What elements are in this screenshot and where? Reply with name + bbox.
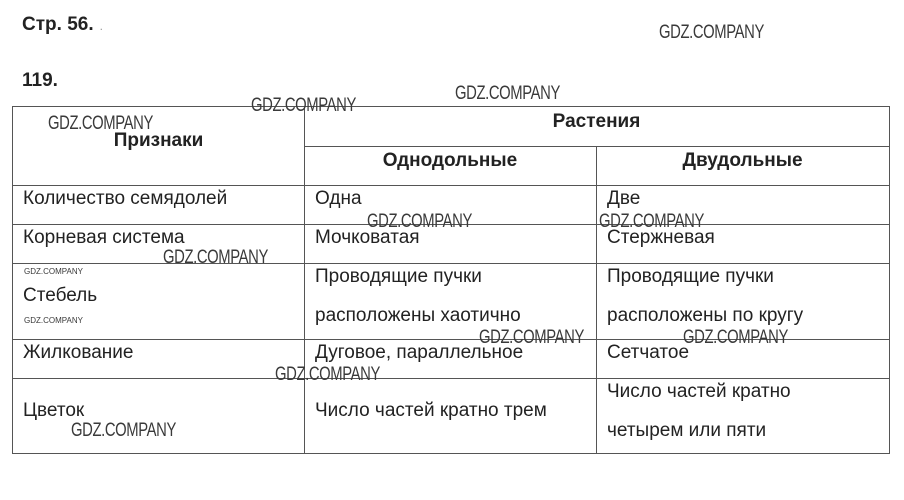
header-dicots: Двудольные: [682, 150, 803, 171]
watermark: GDZ.COMPANY: [659, 22, 764, 43]
watermark: GDZ.COMPANY: [24, 267, 83, 276]
row-dicot-value: расположены по кругу: [607, 305, 804, 326]
page-reference-mark: .: [99, 19, 103, 33]
row-feature: Стебель: [23, 285, 98, 306]
watermark: GDZ.COMPANY: [455, 83, 560, 104]
task-number: 119.: [22, 70, 58, 91]
comparison-table: [12, 106, 890, 454]
row-feature: Количество семядолей: [23, 188, 228, 209]
watermark: GDZ.COMPANY: [599, 211, 704, 232]
row-monocot-value: Число частей кратно трем: [315, 400, 547, 421]
watermark: GDZ.COMPANY: [163, 247, 268, 268]
watermark: GDZ.COMPANY: [24, 316, 83, 325]
watermark: GDZ.COMPANY: [479, 327, 584, 348]
watermark: GDZ.COMPANY: [683, 327, 788, 348]
row-monocot-value: Дуговое, параллельное: [315, 342, 524, 363]
row-dicot-value: Проводящие пучки: [607, 266, 774, 287]
row-monocot-value: Одна: [315, 188, 362, 209]
row-dicot-value: четырем или пяти: [607, 420, 767, 441]
watermark: GDZ.COMPANY: [275, 364, 380, 385]
watermark: GDZ.COMPANY: [71, 420, 176, 441]
row-monocot-value: Мочковатая: [315, 227, 420, 248]
watermark: GDZ.COMPANY: [48, 113, 153, 134]
row-feature: Цветок: [23, 400, 85, 421]
row-dicot-value: Сетчатое: [607, 342, 690, 363]
row-dicot-value: Стержневая: [607, 227, 715, 248]
row-dicot-value: Две: [607, 188, 641, 209]
row-monocot-value: расположены хаотично: [315, 305, 521, 326]
page-reference-text: Стр. 56.: [22, 14, 94, 35]
row-feature: Корневая система: [23, 227, 185, 248]
row-monocot-value: Проводящие пучки: [315, 266, 482, 287]
row-feature: Жилкование: [23, 342, 134, 363]
page-reference: [22, 14, 103, 36]
header-monocots: Однодольные: [382, 150, 518, 171]
header-plants: Растения: [552, 111, 641, 132]
row-dicot-value: Число частей кратно: [607, 381, 791, 402]
header-features: Признаки: [113, 130, 204, 151]
watermark: GDZ.COMPANY: [367, 211, 472, 232]
divider: [596, 146, 597, 453]
watermark: GDZ.COMPANY: [251, 95, 356, 116]
